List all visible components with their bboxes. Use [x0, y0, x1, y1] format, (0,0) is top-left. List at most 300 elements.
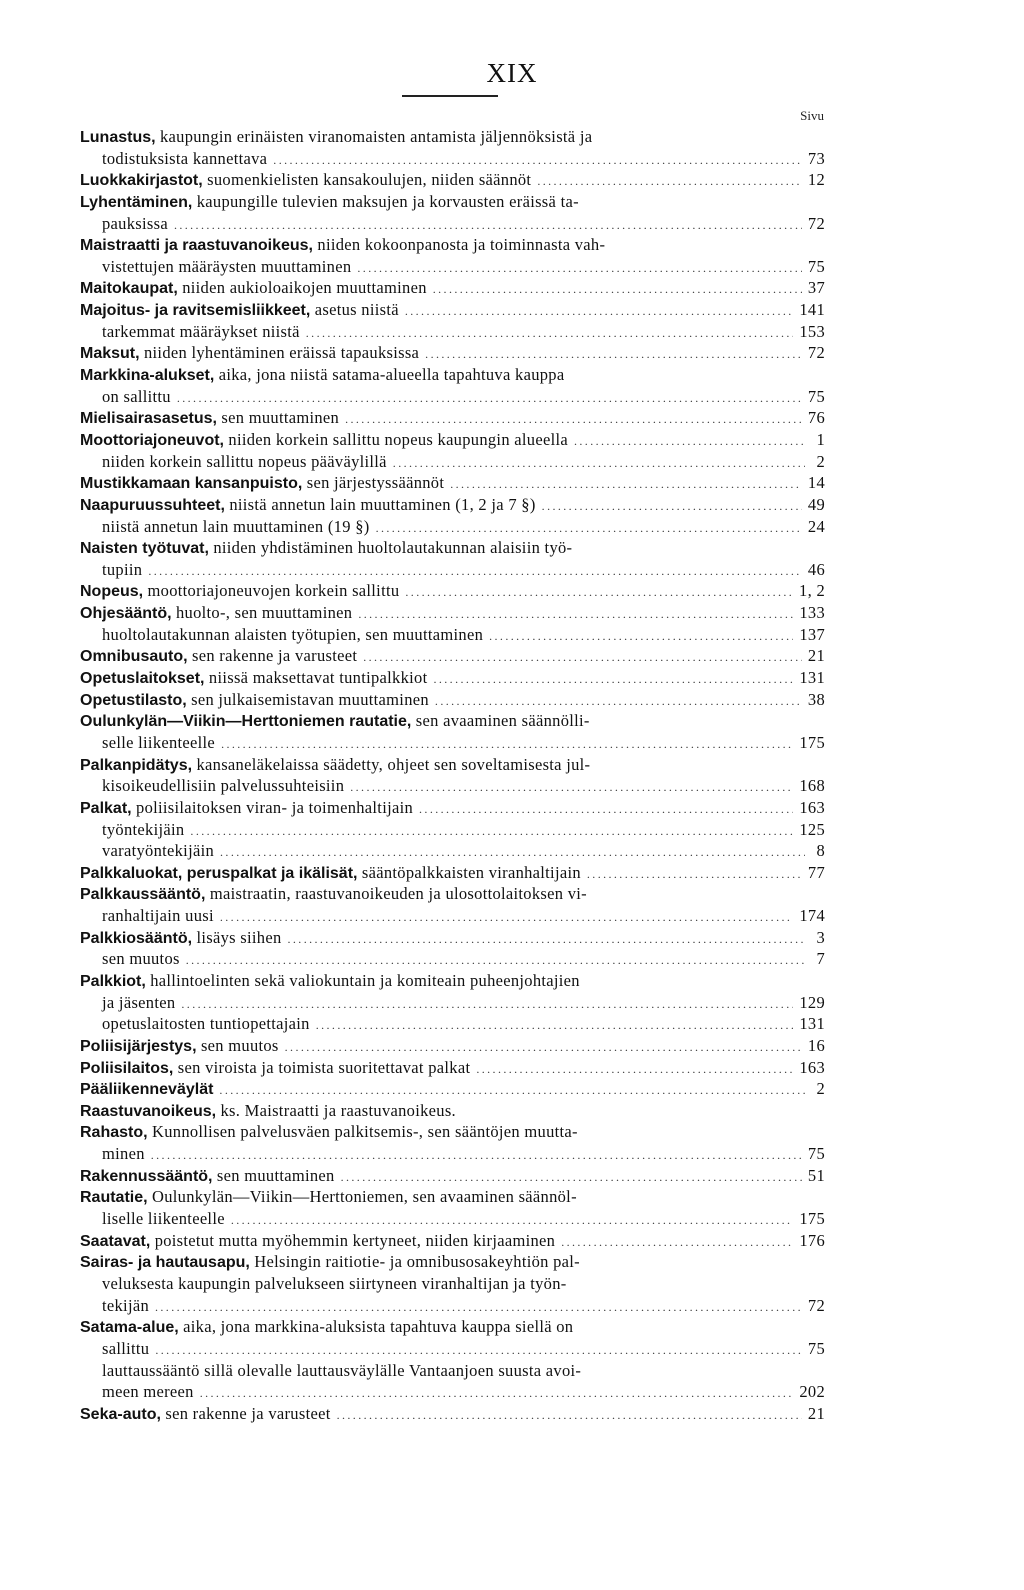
entry-description: niiden korkein sallittu nopeus pääväylillä — [102, 451, 387, 471]
entry-heading: Palkanpidätys, — [80, 756, 193, 774]
entry-text — [102, 148, 267, 170]
dot-leader — [316, 1015, 794, 1035]
index-entry — [80, 905, 825, 927]
dot-leader — [561, 1232, 793, 1252]
page-reference: 12 — [807, 170, 825, 190]
dot-leader — [220, 842, 805, 862]
dot-leader — [574, 431, 805, 451]
dot-leader — [350, 777, 793, 797]
entry-description: sen muuttaminen — [212, 1165, 335, 1185]
entry-description: huolto-, sen muuttaminen — [171, 603, 353, 623]
dot-leader — [219, 1080, 805, 1100]
page-reference: 176 — [799, 1230, 825, 1250]
entry-heading: Rahasto, — [80, 1124, 148, 1142]
entry-description: meen mereen — [102, 1382, 194, 1402]
index-entry — [80, 451, 825, 473]
entry-heading: Opetuslaitokset, — [80, 670, 205, 688]
entry-description: kisoikeudellisiin palvelussuhteisiin — [102, 776, 345, 796]
entry-text — [102, 516, 370, 538]
page-reference: 1 — [816, 429, 825, 449]
index-entry — [80, 364, 825, 386]
entry-heading: Seka-auto, — [80, 1405, 161, 1423]
entry-description: veluksesta kaupungin palvelukseen siirtyneen viranhaltijan ja työn- — [102, 1273, 567, 1293]
index-entry — [80, 1251, 825, 1273]
page-reference: 125 — [799, 819, 825, 839]
entry-description: varatyöntekijäin — [102, 841, 215, 861]
index-entry — [80, 1100, 825, 1122]
entry-heading: Raastuvanoikeus, — [80, 1102, 217, 1120]
index-entry — [80, 1057, 825, 1079]
dot-leader — [425, 344, 802, 364]
page-reference: 75 — [807, 256, 825, 276]
dot-leader — [435, 691, 802, 711]
entry-description: Oulunkylän—Viikin—Herttoniemen, sen avaaminen säännöl- — [147, 1187, 577, 1207]
page-reference: 16 — [807, 1035, 825, 1055]
entry-description: maistraatin, raastuvanoikeuden ja ulosottolaitoksen vi- — [205, 884, 587, 904]
page-reference: 46 — [807, 559, 825, 579]
entry-heading: Omnibusauto, — [80, 648, 188, 666]
entry-description: poliisilaitoksen viran- ja toimenhaltijain — [131, 797, 414, 817]
entry-description: lisäys siihen — [192, 927, 282, 947]
page-reference: 37 — [807, 278, 825, 298]
index-entry — [80, 1338, 825, 1360]
entry-text — [102, 840, 214, 862]
index-entry — [80, 1316, 825, 1338]
entry-heading: Naisten työtuvat, — [80, 540, 209, 558]
entry-heading: Mustikkamaan kansanpuisto, — [80, 475, 303, 493]
entry-heading: Maksut, — [80, 345, 140, 363]
entry-description: sen muuttaminen — [216, 408, 340, 428]
index-entry — [80, 689, 825, 711]
index-entry — [80, 580, 825, 602]
entry-heading: Rautatie, — [80, 1189, 148, 1207]
dot-leader — [450, 474, 802, 494]
entry-description: niiden korkein sallittu nopeus kaupungin alueella — [223, 429, 568, 449]
entry-text — [80, 797, 413, 819]
entry-text — [80, 1101, 456, 1120]
page-reference: 75 — [807, 386, 825, 406]
subject-index — [80, 126, 825, 1424]
dot-leader — [489, 626, 793, 646]
entry-description: lauttaussääntö sillä olevalle lauttausväylälle Vantaanjoen suusta avoi- — [102, 1360, 582, 1380]
entry-heading: Majoitus- ja ravitsemisliikkeet, — [80, 302, 311, 320]
entry-heading: Oulunkylän—Viikin—Herttoniemen rautatie, — [80, 713, 412, 731]
entry-description: sääntöpalkkaisten viranhaltijain — [357, 862, 581, 882]
page-reference: 174 — [799, 906, 825, 926]
entry-text — [80, 169, 531, 191]
entry-text — [80, 365, 564, 384]
dot-leader — [155, 1340, 802, 1360]
dot-leader — [306, 323, 794, 343]
entry-heading: Poliisijärjestys, — [80, 1037, 197, 1055]
entry-heading: Palkkaluokat, peruspalkat ja ikälisät, — [80, 864, 358, 882]
entry-text — [80, 884, 587, 903]
entry-description: on sallittu — [102, 386, 171, 406]
dot-leader — [288, 929, 806, 949]
dot-leader — [476, 1059, 793, 1079]
entry-description: sen muutos — [196, 1035, 279, 1055]
entry-text — [102, 948, 180, 970]
entry-text — [80, 1230, 555, 1252]
dot-leader — [587, 864, 802, 884]
entry-text — [80, 645, 357, 667]
index-entry — [80, 386, 825, 408]
dot-leader — [393, 453, 805, 473]
index-entry — [80, 1078, 825, 1100]
dot-leader — [433, 669, 793, 689]
page-reference: 202 — [799, 1382, 825, 1402]
index-entry — [80, 169, 825, 191]
page-reference: 133 — [799, 603, 825, 623]
dot-leader — [405, 582, 793, 602]
entry-text — [80, 472, 444, 494]
dot-leader — [220, 907, 793, 927]
dot-leader — [405, 301, 793, 321]
entry-text — [80, 1035, 279, 1057]
index-entry — [80, 862, 825, 884]
entry-text — [80, 602, 352, 624]
page-reference: 153 — [799, 321, 825, 341]
dot-leader — [151, 1145, 802, 1165]
page-column-label: Sivu — [800, 108, 824, 123]
dot-leader — [419, 799, 793, 819]
entry-text — [80, 862, 581, 884]
entry-description: niiden aukioloaikojen muuttaminen — [177, 278, 427, 298]
entry-text — [80, 235, 605, 254]
entry-text — [102, 256, 351, 278]
entry-heading: Saatavat, — [80, 1232, 151, 1250]
index-entry — [80, 602, 825, 624]
page-reference: 175 — [799, 732, 825, 752]
entry-text — [102, 1143, 145, 1165]
entry-text — [80, 407, 339, 429]
dot-leader — [376, 518, 802, 538]
entry-heading: Palkkiosääntö, — [80, 929, 193, 947]
dot-leader — [537, 171, 802, 191]
entry-description: ranhaltijain uusi — [102, 906, 214, 926]
entry-description: ja jäsenten — [102, 992, 176, 1012]
dot-leader — [337, 1405, 802, 1425]
page-reference: 21 — [807, 1403, 825, 1423]
page-reference: 38 — [807, 689, 825, 709]
index-entry — [80, 1230, 825, 1252]
entry-text — [80, 927, 282, 949]
page-reference: 14 — [807, 473, 825, 493]
entry-text — [80, 429, 568, 451]
entry-heading: Palkkiot, — [80, 972, 146, 990]
index-entry — [80, 1013, 825, 1035]
entry-description: selle liikenteelle — [102, 732, 216, 752]
index-entry — [80, 126, 825, 148]
index-entry — [80, 948, 825, 970]
entry-description: sen rakenne ja varusteet — [187, 646, 358, 666]
entry-description: pauksissa — [102, 213, 168, 233]
entry-text — [80, 667, 427, 689]
page-reference: 8 — [816, 841, 825, 861]
index-entry — [80, 1273, 825, 1295]
entry-heading: Luokkakirjastot, — [80, 172, 203, 190]
page-reference: 163 — [799, 1057, 825, 1077]
entry-description: niiden lyhentäminen eräissä tapauksissa — [139, 343, 420, 363]
index-entry — [80, 667, 825, 689]
page-reference: 77 — [807, 862, 825, 882]
index-entry — [80, 1360, 825, 1382]
dot-leader — [357, 258, 802, 278]
entry-text — [102, 451, 387, 473]
entry-description: opetuslaitosten tuntiopettajain — [102, 1014, 310, 1034]
entry-description: tarkemmat määräykset niistä — [102, 321, 300, 341]
entry-text — [102, 775, 344, 797]
entry-text — [80, 1187, 577, 1206]
entry-heading: Palkkaussääntö, — [80, 886, 206, 904]
dot-leader — [542, 496, 802, 516]
entry-description: vistettujen määräysten muuttaminen — [102, 256, 352, 276]
entry-text — [102, 1013, 310, 1035]
entry-text — [80, 1403, 331, 1425]
entry-description: kaupungin erinäisten viranomaisten antamista jäljennöksistä ja — [155, 127, 593, 146]
page-reference: 2 — [816, 1079, 825, 1099]
dot-leader — [433, 279, 802, 299]
entry-heading: Lunastus, — [80, 129, 156, 146]
entry-text — [102, 905, 214, 927]
page-reference: 73 — [807, 148, 825, 168]
entry-heading: Poliisilaitos, — [80, 1059, 174, 1077]
index-entry — [80, 559, 825, 581]
entry-description: Helsingin raitiotie- ja omnibusosakeyhtiön pal- — [249, 1252, 580, 1272]
page-reference: 137 — [799, 624, 825, 644]
entry-text — [80, 580, 399, 602]
entry-description: niiden yhdistäminen huoltolautakunnan alaisiin työ- — [208, 538, 573, 558]
dot-leader — [181, 994, 793, 1014]
page-reference: 75 — [807, 1338, 825, 1358]
entry-text — [80, 711, 590, 730]
index-entry — [80, 429, 825, 451]
index-entry — [80, 1295, 825, 1317]
entry-description: minen — [102, 1144, 145, 1164]
page-reference: 49 — [807, 494, 825, 514]
entry-description: liselle liikenteelle — [102, 1209, 225, 1229]
entry-description: sen viroista ja toimista suoritettavat palkat — [173, 1057, 471, 1077]
header-rule — [402, 95, 498, 97]
entry-heading: Naapuruussuhteet, — [80, 496, 225, 514]
index-entry — [80, 191, 825, 213]
entry-text — [102, 559, 142, 581]
entry-text — [80, 1057, 470, 1079]
dot-leader — [155, 1297, 802, 1317]
entry-description: sen julkaisemistavan muuttaminen — [186, 689, 429, 709]
index-entry — [80, 1208, 825, 1230]
index-entry — [80, 775, 825, 797]
page-reference: 76 — [807, 408, 825, 428]
page-reference: 72 — [807, 213, 825, 233]
entry-heading: Opetustilasto, — [80, 691, 187, 709]
entry-description: tekijän — [102, 1295, 149, 1315]
entry-text — [80, 1165, 335, 1187]
index-entry — [80, 1143, 825, 1165]
entry-description: ks. Maistraatti ja raastuvanoikeus. — [216, 1100, 456, 1120]
page-reference: 175 — [799, 1209, 825, 1229]
entry-description: Kunnollisen palvelusväen palkitsemis-, sen sääntöjen muutta- — [147, 1122, 578, 1142]
dot-leader — [190, 821, 793, 841]
dot-leader — [186, 950, 805, 970]
index-entry — [80, 472, 825, 494]
index-entry — [80, 256, 825, 278]
page-reference: 51 — [807, 1165, 825, 1185]
index-entry — [80, 1381, 825, 1403]
entry-text — [80, 277, 427, 299]
entry-description: todistuksista kannettava — [102, 148, 268, 168]
entry-text — [102, 321, 300, 343]
entry-text — [102, 992, 175, 1014]
entry-text — [102, 819, 184, 841]
entry-heading: Lyhentäminen, — [80, 193, 193, 211]
page-reference: 2 — [816, 451, 825, 471]
entry-description: suomenkielisten kansakoulujen, niiden säännöt — [202, 170, 532, 190]
index-entry — [80, 1035, 825, 1057]
entry-description: niiden kokoonpanosta ja toiminnasta vah- — [312, 235, 606, 255]
index-entry — [80, 1403, 825, 1425]
entry-heading: Rakennussääntö, — [80, 1167, 213, 1185]
page-reference: 7 — [816, 949, 825, 969]
entry-description: poistetut mutta myöhemmin kertyneet, niiden kirjaaminen — [150, 1230, 556, 1250]
index-entry — [80, 797, 825, 819]
index-entry — [80, 321, 825, 343]
page-reference: 21 — [807, 646, 825, 666]
entry-text — [102, 1295, 149, 1317]
index-entry — [80, 148, 825, 170]
index-entry — [80, 732, 825, 754]
page-reference: 72 — [807, 343, 825, 363]
dot-leader — [174, 215, 802, 235]
entry-description: aika, jona niistä satama-alueella tapahtuva kauppa — [214, 365, 565, 385]
dot-leader — [200, 1383, 794, 1403]
index-entry — [80, 516, 825, 538]
index-entry — [80, 407, 825, 429]
entry-description: kaupungille tulevien maksujen ja korvausten eräissä ta- — [192, 191, 579, 211]
entry-text — [80, 1252, 580, 1271]
entry-heading: Pääliikenneväylät — [80, 1081, 214, 1099]
page-reference: 75 — [807, 1144, 825, 1164]
entry-description: sen järjestyssäännöt — [302, 473, 445, 493]
index-entry — [80, 840, 825, 862]
entry-description: moottoriajoneuvojen korkein sallittu — [143, 581, 400, 601]
dot-leader — [221, 734, 793, 754]
index-entry — [80, 624, 825, 646]
page-reference: 168 — [799, 776, 825, 796]
index-entry — [80, 754, 825, 776]
entry-description: aika, jona markkina-aluksista tapahtuva kauppa siellä on — [178, 1317, 574, 1337]
entry-heading: Nopeus, — [80, 583, 144, 601]
dot-leader — [358, 604, 793, 624]
entry-description: asetus niistä — [310, 300, 399, 320]
entry-text — [102, 1274, 567, 1293]
index-entry — [80, 277, 825, 299]
entry-text — [102, 732, 215, 754]
entry-description: sallittu — [102, 1338, 150, 1358]
entry-text — [102, 1338, 149, 1360]
dot-leader — [273, 150, 802, 170]
index-entry — [80, 342, 825, 364]
entry-description: niistä annetun lain muuttaminen (19 §) — [102, 516, 370, 536]
page-reference: 141 — [799, 300, 825, 320]
index-entry — [80, 992, 825, 1014]
index-entry — [80, 1186, 825, 1208]
entry-text — [80, 1317, 573, 1336]
entry-text — [102, 1208, 225, 1230]
entry-text — [80, 1078, 213, 1100]
dot-leader — [231, 1210, 794, 1230]
entry-text — [102, 213, 168, 235]
entry-text — [102, 386, 171, 408]
index-entry — [80, 1165, 825, 1187]
entry-description: hallintoelinten sekä valiokuntain ja komiteain puheenjohtajien — [145, 970, 580, 990]
page-reference: 1, 2 — [799, 581, 825, 601]
index-entry — [80, 234, 825, 256]
index-entry — [80, 645, 825, 667]
index-entry — [80, 537, 825, 559]
index-entry — [80, 883, 825, 905]
index-entry — [80, 1121, 825, 1143]
dot-leader — [285, 1037, 802, 1057]
entry-heading: Sairas- ja hautausapu, — [80, 1254, 250, 1272]
page-reference: 131 — [799, 1014, 825, 1034]
dot-leader — [363, 647, 802, 667]
index-entry — [80, 970, 825, 992]
entry-text — [80, 755, 590, 774]
entry-text — [80, 538, 572, 557]
entry-description: tupiin — [102, 559, 143, 579]
dot-leader — [148, 561, 802, 581]
page-reference: 24 — [807, 516, 825, 536]
entry-description: sen avaaminen säännölli- — [411, 711, 590, 731]
entry-heading: Markkina-alukset, — [80, 367, 215, 385]
dot-leader — [177, 388, 802, 408]
page-reference: 3 — [816, 927, 825, 947]
entry-text — [80, 1122, 578, 1141]
entry-text — [80, 192, 579, 211]
index-entry — [80, 213, 825, 235]
entry-description: sen muutos — [102, 949, 180, 969]
index-entry — [80, 494, 825, 516]
entry-heading: Maitokaupat, — [80, 280, 178, 298]
page-reference: 129 — [799, 992, 825, 1012]
entry-description: kansaneläkelaissa säädetty, ohjeet sen soveltamisesta jul- — [192, 754, 591, 774]
page-reference: 72 — [807, 1295, 825, 1315]
entry-heading: Moottoriajoneuvot, — [80, 431, 224, 449]
entry-description: huoltolautakunnan alaisten työtupien, sen muuttaminen — [102, 624, 484, 644]
dot-leader — [341, 1167, 802, 1187]
entry-heading: Palkat, — [80, 799, 132, 817]
entry-text — [102, 1381, 194, 1403]
entry-text — [80, 127, 592, 146]
entry-heading: Mielisairasasetus, — [80, 410, 217, 428]
entry-text — [80, 689, 429, 711]
page-number: XIX — [486, 58, 538, 88]
page-reference: 131 — [799, 668, 825, 688]
entry-text — [80, 494, 536, 516]
index-entry — [80, 299, 825, 321]
entry-description: työntekijäin — [102, 819, 185, 839]
entry-heading: Ohjesääntö, — [80, 605, 172, 623]
index-entry — [80, 927, 825, 949]
entry-description: sen rakenne ja varusteet — [160, 1403, 331, 1423]
entry-text — [80, 971, 580, 990]
entry-text — [102, 624, 483, 646]
page-reference: 163 — [799, 797, 825, 817]
index-entry — [80, 819, 825, 841]
entry-text — [80, 342, 419, 364]
entry-text — [102, 1361, 581, 1380]
